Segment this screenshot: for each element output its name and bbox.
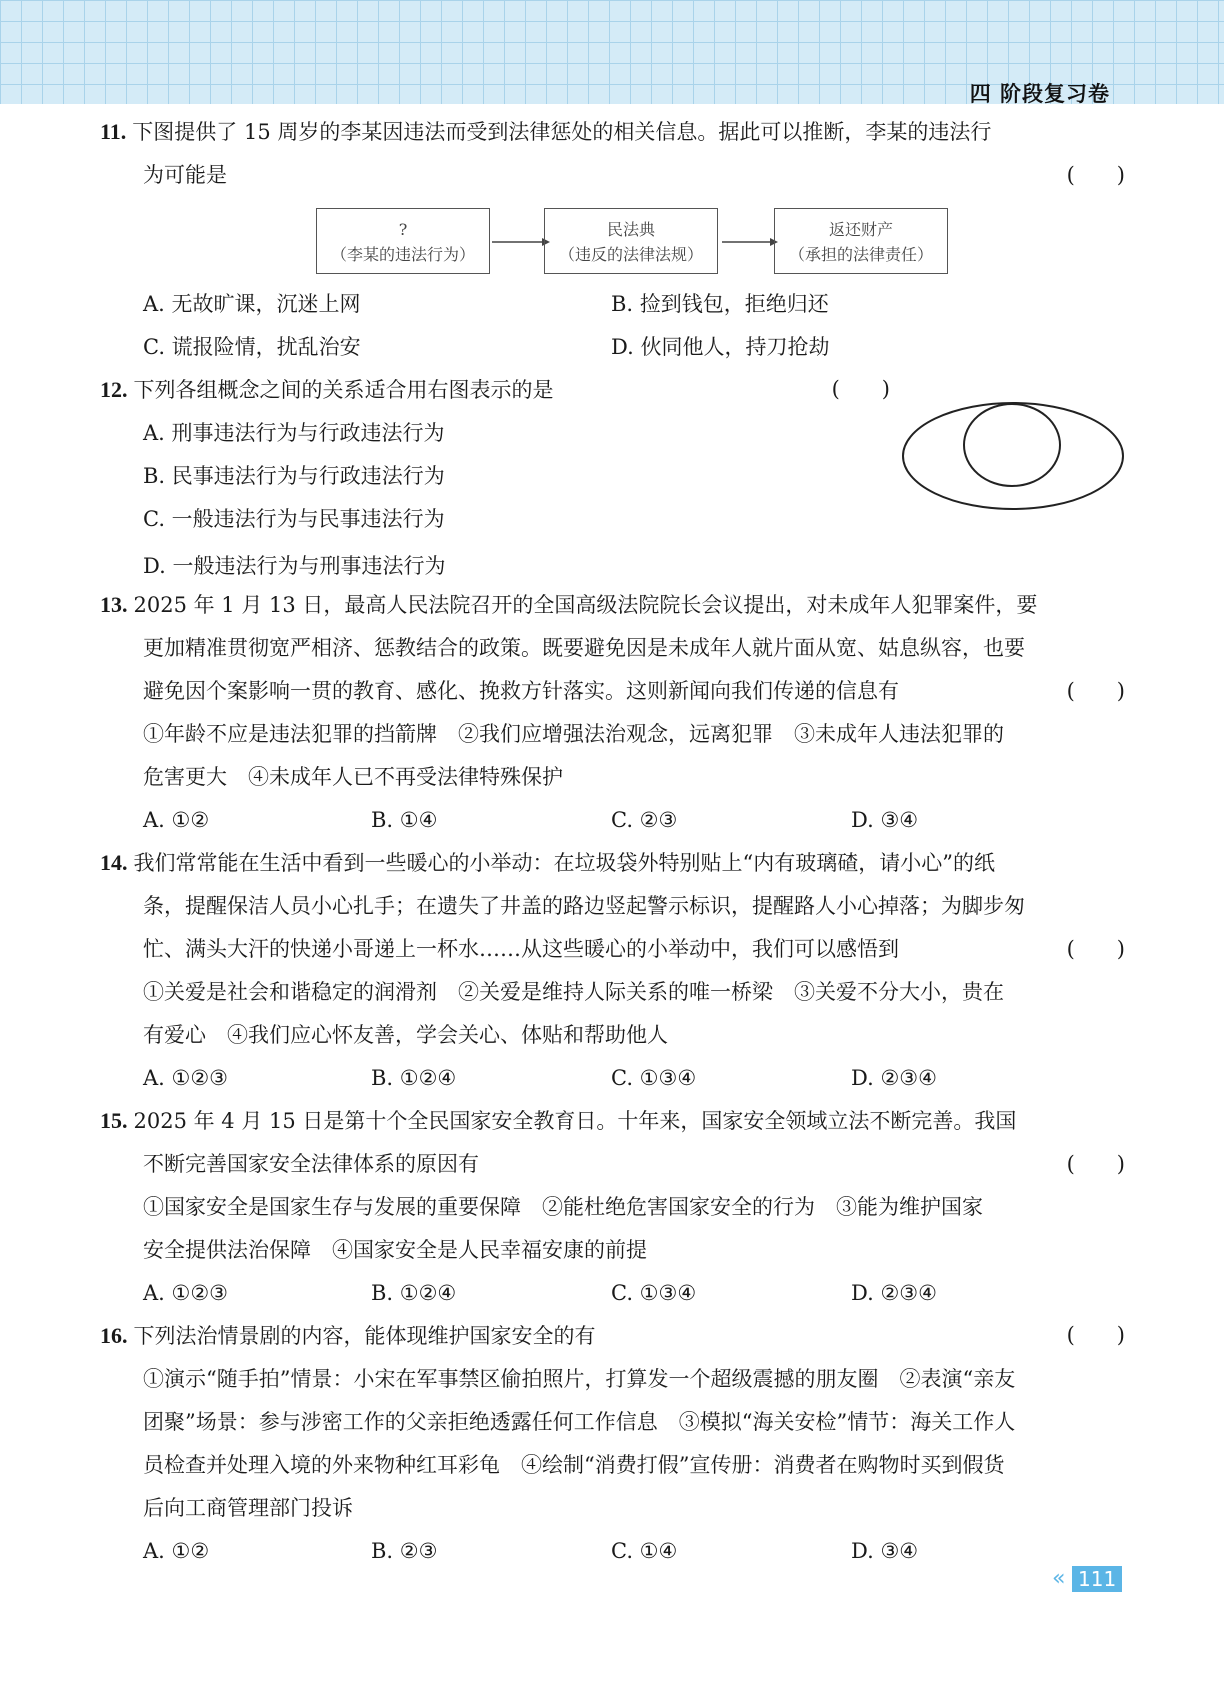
statement-list: 后向工商管理部门投诉 xyxy=(143,1496,353,1520)
flow-box-bottom: （违反的法律法规） xyxy=(558,245,703,264)
statement-list: ①关爱是社会和谐稳定的润滑剂 ②关爱是维持人际关系的唯一桥梁 ③关爱不分大小，贵在 xyxy=(143,980,1004,1004)
question-number: 15. xyxy=(100,1108,128,1133)
option-d[interactable]: D. ③④ xyxy=(851,1539,919,1563)
option-b[interactable]: B. ①④ xyxy=(371,808,438,832)
flow-box-law xyxy=(544,208,718,274)
answer-bracket: ( ) xyxy=(1066,1323,1125,1347)
question-stem: 我们常常能在生活中看到一些暖心的小举动：在垃圾袋外特别贴上“内有玻璃碴，请小心”的纸 xyxy=(133,851,995,875)
question-13 xyxy=(100,583,1125,842)
section-title: 四 阶段复习卷 xyxy=(969,82,1110,106)
statement-list: 有爱心 ④我们应心怀友善，学会关心、体贴和帮助他人 xyxy=(143,1023,668,1047)
flow-box-top: 返还财产 xyxy=(828,220,893,239)
question-stem: 避免因个案影响一贯的教育、感化、挽救方针落实。这则新闻向我们传递的信息有 xyxy=(143,679,899,703)
question-number: 12. xyxy=(100,377,128,402)
option-c[interactable]: C. 谎报险情，扰乱治安 xyxy=(143,335,361,359)
option-d[interactable]: D. ②③④ xyxy=(851,1066,937,1090)
statement-list: 危害更大 ④未成年人已不再受法律特殊保护 xyxy=(143,765,563,789)
option-b[interactable]: B. ①②④ xyxy=(371,1281,457,1305)
answer-bracket: ( ) xyxy=(1066,937,1125,961)
option-c[interactable]: C. ②③ xyxy=(611,808,678,832)
option-c[interactable]: C. ①③④ xyxy=(611,1281,697,1305)
option-c[interactable]: C. ①③④ xyxy=(611,1066,697,1090)
question-11 xyxy=(100,110,1125,197)
option-b[interactable]: B. 捡到钱包，拒绝归还 xyxy=(611,292,829,316)
nested-ellipse-diagram xyxy=(900,400,1126,512)
option-c[interactable]: C. ①④ xyxy=(611,1539,678,1563)
question-stem: 2025 年 4 月 15 日是第十个全民国家安全教育日。十年来，国家安全领域立法不断完善。我国 xyxy=(133,1109,1017,1133)
option-b[interactable]: B. 民事违法行为与行政违法行为 xyxy=(143,464,445,488)
statement-list: 团聚”场景：参与涉密工作的父亲拒绝透露任何工作信息 ③模拟“海关安检”情节：海关工作人 xyxy=(143,1410,1016,1434)
question-12 xyxy=(100,368,890,588)
inner-ellipse xyxy=(964,404,1060,486)
question-number: 11. xyxy=(100,119,127,144)
flow-box-top: 民法典 xyxy=(606,220,655,239)
question-number: 13. xyxy=(100,592,128,617)
outer-ellipse xyxy=(903,403,1123,509)
option-a[interactable]: A. ①②③ xyxy=(143,1066,228,1090)
flow-box-liability xyxy=(774,208,948,274)
answer-bracket: ( ) xyxy=(1066,163,1125,187)
question-stem: 为可能是 xyxy=(143,163,227,187)
question-stem: 条，提醒保洁人员小心扎手；在遗失了井盖的路边竖起警示标识，提醒路人小心掉落；为脚步匆 xyxy=(143,894,1025,918)
answer-bracket: ( ) xyxy=(1066,1152,1125,1176)
option-b[interactable]: B. ①②④ xyxy=(371,1066,457,1090)
question-stem: 不断完善国家安全法律体系的原因有 xyxy=(143,1152,479,1176)
statement-list: ①国家安全是国家生存与发展的重要保障 ②能杜绝危害国家安全的行为 ③能为维护国家 xyxy=(143,1195,983,1219)
answer-bracket: ( ) xyxy=(831,377,890,401)
option-d[interactable]: D. ②③④ xyxy=(851,1281,937,1305)
option-b[interactable]: B. ②③ xyxy=(371,1539,438,1563)
question-number: 14. xyxy=(100,850,128,875)
question-16 xyxy=(100,1314,1125,1573)
flow-box-bottom: （承担的法律责任） xyxy=(788,245,933,264)
question-11-options xyxy=(100,283,1125,369)
question-number: 16. xyxy=(100,1323,128,1348)
option-d[interactable]: D. 伙同他人，持刀抢劫 xyxy=(611,335,830,359)
statement-list: 安全提供法治保障 ④国家安全是人民幸福安康的前提 xyxy=(143,1238,647,1262)
question-stem: 下列各组概念之间的关系适合用右图表示的是 xyxy=(133,378,554,402)
flow-diagram xyxy=(316,208,950,276)
page-arrow-icon: « xyxy=(1052,1566,1066,1591)
flow-box-behavior xyxy=(316,208,490,274)
page-number: 111 xyxy=(1072,1566,1122,1592)
option-a[interactable]: A. ①② xyxy=(143,1539,210,1563)
question-stem: 更加精准贯彻宽严相济、惩教结合的政策。既要避免因是未成年人就片面从宽、姑息纵容，也要 xyxy=(143,636,1025,660)
question-15 xyxy=(100,1099,1125,1315)
option-d[interactable]: D. ③④ xyxy=(851,808,919,832)
option-d[interactable]: D. 一般违法行为与刑事违法行为 xyxy=(143,554,446,578)
question-14 xyxy=(100,841,1125,1100)
option-a[interactable]: A. 刑事违法行为与行政违法行为 xyxy=(143,421,445,445)
statement-list: ①年龄不应是违法犯罪的挡箭牌 ②我们应增强法治观念，远离犯罪 ③未成年人违法犯罪的 xyxy=(143,722,1004,746)
statement-list: ①演示“随手拍”情景：小宋在军事禁区偷拍照片，打算发一个超级震撼的朋友圈 ②表演“亲友 xyxy=(143,1367,1016,1391)
statement-list: 员检查并处理入境的外来物种红耳彩龟 ④绘制“消费打假”宣传册：消费者在购物时买到假货 xyxy=(143,1453,1005,1477)
question-stem: 2025 年 1 月 13 日，最高人民法院召开的全国高级法院院长会议提出，对未成年人犯罪案件，要 xyxy=(133,593,1038,617)
flow-box-top: ? xyxy=(398,220,408,239)
option-c[interactable]: C. 一般违法行为与民事违法行为 xyxy=(143,507,445,531)
flow-box-bottom: （李某的违法行为） xyxy=(330,245,475,264)
option-a[interactable]: A. ①② xyxy=(143,808,210,832)
question-stem: 下列法治情景剧的内容，能体现维护国家安全的有 xyxy=(133,1324,596,1348)
question-stem: 下图提供了 15 周岁的李某因违法而受到法律惩处的相关信息。据此可以推断，李某的违法行 xyxy=(132,120,992,144)
question-stem: 忙、满头大汗的快递小哥递上一杯水……从这些暖心的小举动中，我们可以感悟到 xyxy=(143,937,899,961)
option-a[interactable]: A. 无故旷课，沉迷上网 xyxy=(143,292,361,316)
answer-bracket: ( ) xyxy=(1066,679,1125,703)
option-a[interactable]: A. ①②③ xyxy=(143,1281,228,1305)
